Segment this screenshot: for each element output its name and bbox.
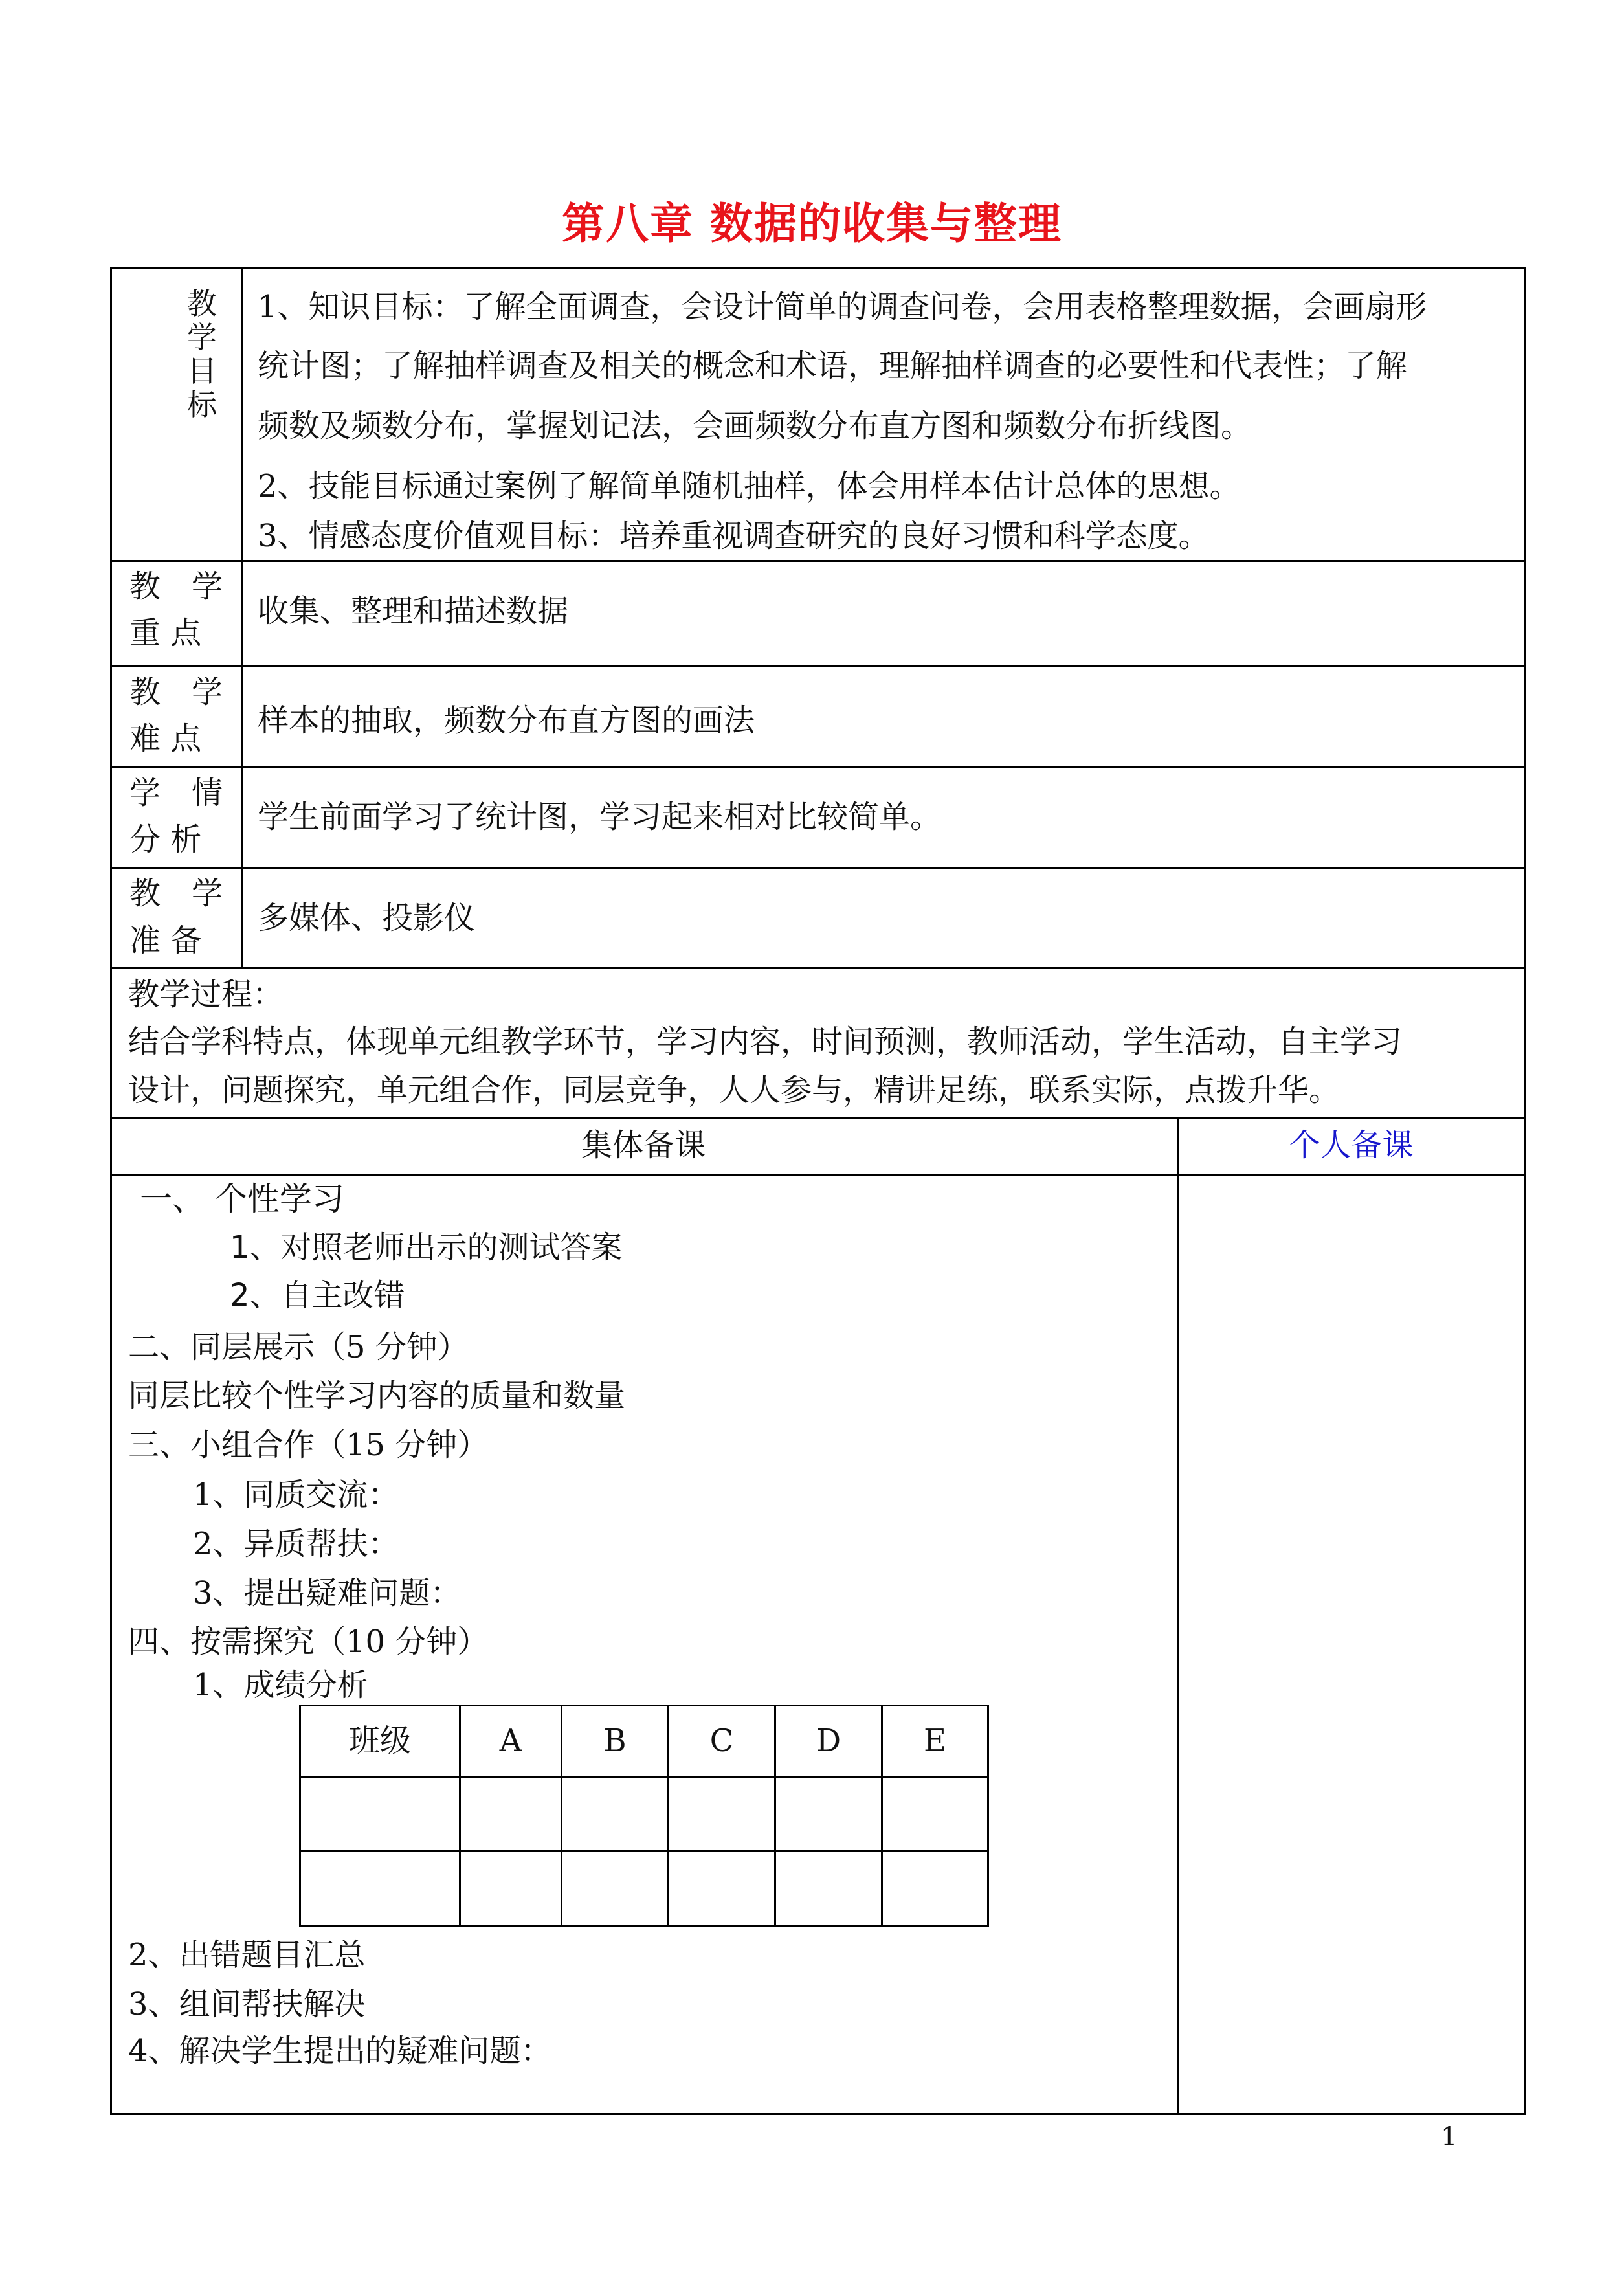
label-char: 教 — [187, 286, 217, 321]
grade-table-border — [299, 1705, 989, 1706]
row-content: 学生前面学习了统计图，学习起来相对比较简单。 — [258, 799, 942, 835]
table-border — [110, 560, 1526, 562]
grade-table-header: B — [603, 1723, 627, 1759]
objective-line: 2、技能目标通过案例了解简单随机抽样，体会用样本估计总体的思想。 — [258, 468, 1241, 504]
section-item: 1、对照老师出示的测试答案 — [230, 1229, 623, 1266]
row-label: 准 备 — [129, 923, 202, 959]
row-content: 多媒体、投影仪 — [258, 900, 476, 936]
grade-table-border — [299, 1850, 989, 1852]
grade-table-border — [987, 1705, 989, 1927]
grade-table-header: C — [709, 1723, 734, 1759]
section-item: 1、同质交流： — [193, 1477, 399, 1513]
grade-table-header: D — [816, 1723, 841, 1759]
table-border — [110, 1117, 1526, 1119]
process-text: 结合学科特点，体现单元组教学环节，学习内容，时间预测，教师活动，学生活动，自主学习 — [128, 1023, 1403, 1060]
process-heading: 教学过程： — [128, 976, 284, 1012]
section-heading: 一、 个性学习 — [140, 1180, 344, 1218]
row-content: 收集、整理和描述数据 — [258, 593, 569, 629]
table-border — [241, 267, 243, 968]
section-item: 3、提出疑难问题： — [193, 1575, 462, 1611]
table-border — [110, 2113, 1526, 2115]
section-item: 1、成绩分析 — [193, 1667, 368, 1703]
objective-line: 统计图；了解抽样调查及相关的概念和术语，理解抽样调查的必要性和代表性；了解 — [258, 348, 1408, 384]
section-item: 2、出错题目汇总 — [128, 1937, 366, 1973]
section-text: 同层比较个性学习内容的质量和数量 — [128, 1378, 626, 1414]
process-text: 设计，问题探究，单元组合作，同层竞争，人人参与，精讲足练，联系实际，点拨升华。 — [128, 1072, 1340, 1108]
row-label: 分 析 — [129, 822, 202, 858]
grade-table-border — [299, 1925, 989, 1927]
collective-header: 集体备课 — [581, 1127, 706, 1163]
section-item: 2、自主改错 — [230, 1277, 405, 1314]
section-item: 4、解决学生提出的疑难问题： — [128, 2033, 552, 2069]
label-char: 学 — [187, 320, 217, 355]
table-border — [1177, 1117, 1179, 2115]
row-label: 教 学 — [129, 875, 223, 912]
table-border — [110, 967, 1526, 969]
objectives-label — [183, 287, 221, 421]
row-label: 学 情 — [129, 775, 223, 811]
label-char: 目 — [187, 353, 217, 388]
objective-line: 1、知识目标：了解全面调查，会设计简单的调查问卷，会用表格整理数据，会画扇形 — [258, 289, 1427, 325]
row-label: 教 学 — [129, 568, 223, 605]
page-number: 1 — [1441, 2122, 1458, 2152]
grade-table-header: A — [499, 1723, 522, 1759]
label-char: 标 — [187, 387, 217, 422]
row-content: 样本的抽取，频数分布直方图的画法 — [258, 702, 755, 739]
table-border — [110, 766, 1526, 768]
row-label: 重 点 — [129, 615, 202, 651]
personal-header: 个人备课 — [1289, 1127, 1414, 1163]
row-label: 教 学 — [129, 674, 223, 710]
section-heading: 二、同层展示（5 分钟） — [128, 1329, 469, 1365]
row-label: 难 点 — [129, 721, 202, 757]
section-heading: 三、小组合作（15 分钟） — [128, 1427, 489, 1463]
section-heading: 四、按需探究（10 分钟） — [128, 1624, 489, 1660]
section-item: 3、组间帮扶解决 — [128, 1986, 366, 2022]
objective-line: 频数及频数分布，掌握划记法，会画频数分布直方图和频数分布折线图。 — [258, 408, 1252, 444]
section-item: 2、异质帮扶： — [193, 1526, 399, 1562]
grade-table-border — [299, 1776, 989, 1778]
objective-line: 3、情感态度价值观目标：培养重视调查研究的良好习惯和科学态度。 — [258, 518, 1210, 554]
page-title: 第八章 数据的收集与整理 — [562, 199, 1062, 249]
table-border — [110, 267, 112, 2115]
grade-table-header: 班级 — [348, 1723, 411, 1759]
table-border — [1524, 267, 1526, 2115]
table-border — [110, 665, 1526, 667]
table-border — [110, 267, 1526, 269]
table-border — [110, 867, 1526, 869]
grade-table-header: E — [923, 1723, 947, 1759]
